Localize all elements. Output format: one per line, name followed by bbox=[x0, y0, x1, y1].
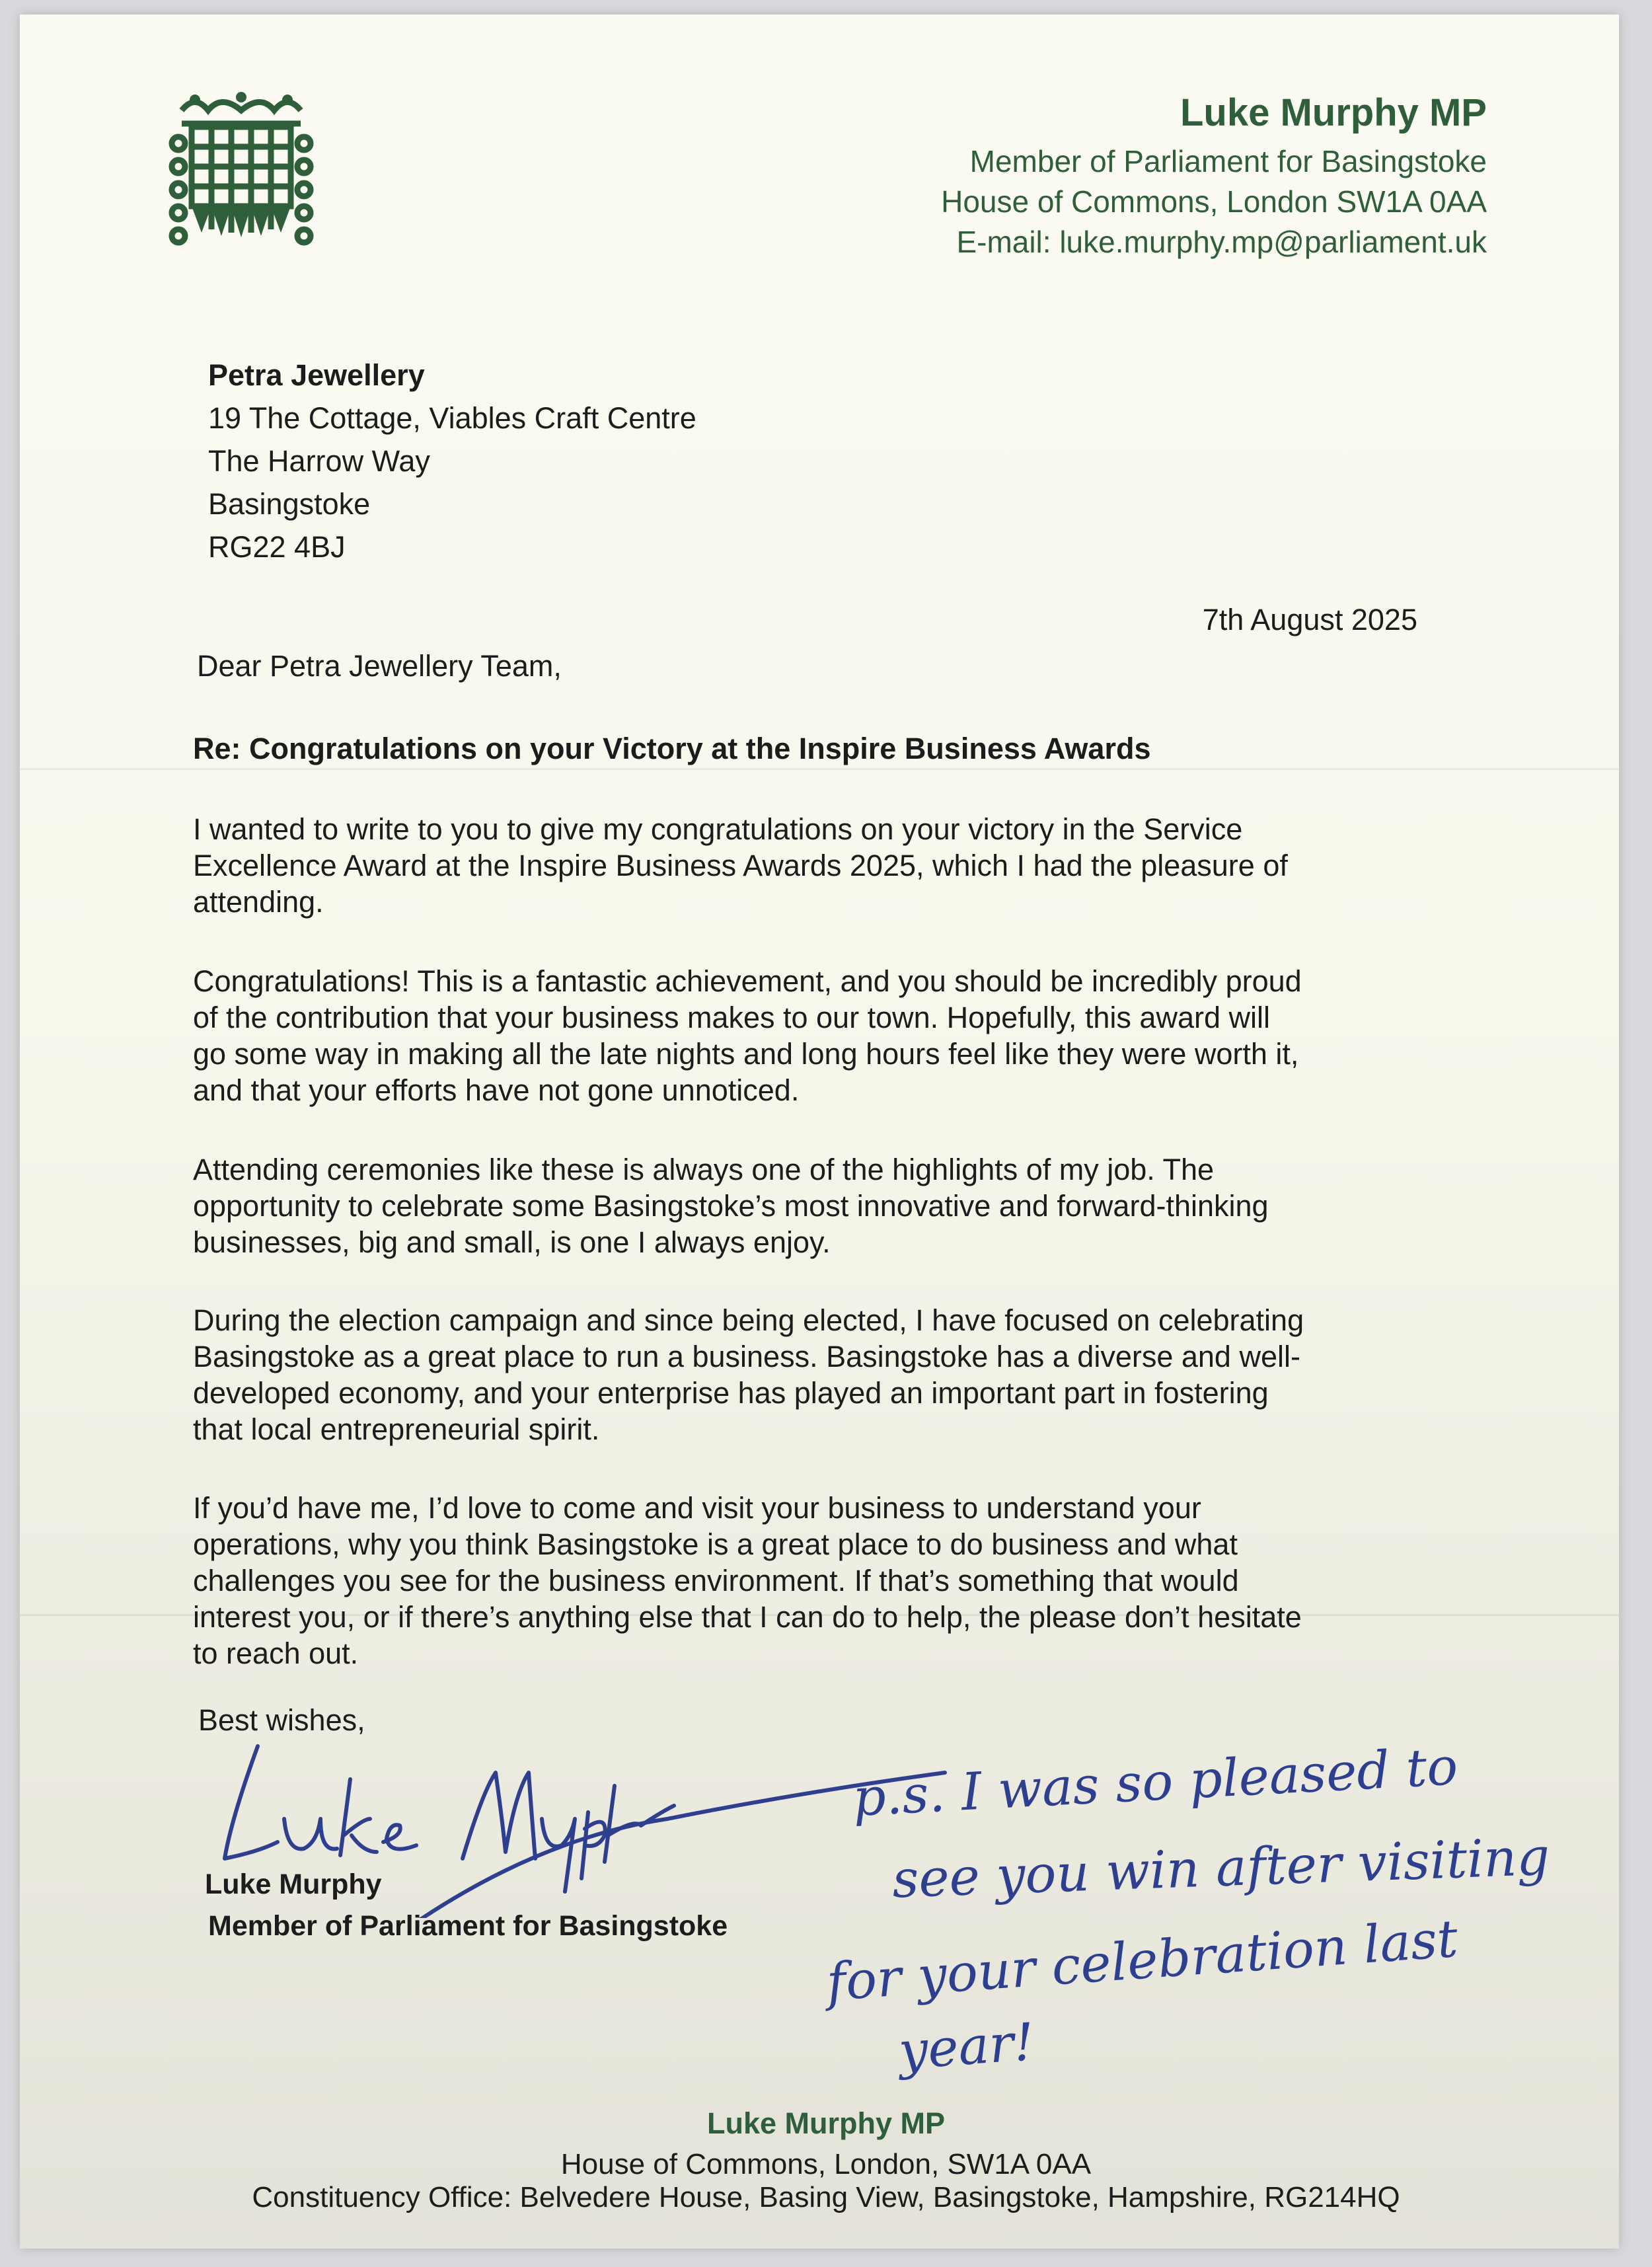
body-line: attending. bbox=[193, 885, 324, 919]
body-line: businesses, big and small, is one I always enjoy. bbox=[193, 1225, 831, 1259]
letterhead-role: Member of Parliament for Basingstoke bbox=[969, 144, 1487, 178]
body-line: Basingstoke as a great place to run a business. Basingstoke has a diverse and well- bbox=[193, 1340, 1300, 1373]
portcullis-icon bbox=[169, 91, 314, 262]
postscript-line: p.s. I was so pleased to bbox=[851, 1737, 1460, 1828]
body-line: If you’d have me, I’d love to come and visit your business to understand your bbox=[193, 1491, 1201, 1525]
body-line: go some way in making all the late nights and long hours feel like they were worth it, bbox=[193, 1037, 1299, 1071]
letterhead-address: House of Commons, London SW1A 0AA bbox=[941, 184, 1487, 219]
postscript-line: year! bbox=[897, 2012, 1037, 2082]
body-paragraph bbox=[193, 1490, 1475, 1671]
recipient-address-line: 19 The Cottage, Viables Craft Centre bbox=[208, 401, 696, 435]
body-line: operations, why you think Basingstoke is a great place to do business and what bbox=[193, 1527, 1238, 1561]
subject-line: Re: Congratulations on your Victory at the Inspire Business Awards bbox=[193, 732, 1151, 765]
postscript-line: see you win after visiting bbox=[891, 1827, 1551, 1910]
body-paragraph bbox=[193, 811, 1475, 920]
body-paragraph bbox=[193, 1151, 1475, 1260]
body-line: and that your efforts have not gone unnoticed. bbox=[193, 1073, 800, 1107]
salutation: Dear Petra Jewellery Team, bbox=[197, 649, 562, 683]
recipient-address-line: RG22 4BJ bbox=[208, 530, 346, 564]
letterhead-name: Luke Murphy MP bbox=[1180, 91, 1487, 134]
body-paragraph bbox=[193, 1302, 1475, 1447]
body-line: challenges you see for the business environment. If that’s something that would bbox=[193, 1564, 1239, 1597]
body-line: interest you, or if there’s anything else that I can do to help, the please don’t hesitate bbox=[193, 1600, 1302, 1634]
fold-line bbox=[20, 768, 1619, 770]
signatory-name: Luke Murphy bbox=[205, 1868, 382, 1900]
footer-constituency-office: Constituency Office: Belvedere House, Basing View, Basingstoke, Hampshire, RG214HQ bbox=[252, 2181, 1400, 2213]
recipient-address-line: Basingstoke bbox=[208, 487, 371, 521]
body-line: Excellence Award at the Inspire Business Awards 2025, which I had the pleasure of bbox=[193, 849, 1288, 882]
recipient-name: Petra Jewellery bbox=[208, 358, 425, 392]
signatory-title: Member of Parliament for Basingstoke bbox=[208, 1910, 728, 1942]
body-line: that local entrepreneurial spirit. bbox=[193, 1412, 600, 1446]
body-paragraph bbox=[193, 963, 1475, 1108]
body-line: I wanted to write to you to give my congratulations on your victory in the Service bbox=[193, 812, 1243, 846]
body-line: Congratulations! This is a fantastic achievement, and you should be incredibly proud bbox=[193, 964, 1302, 998]
closing: Best wishes, bbox=[198, 1703, 365, 1737]
footer-address: House of Commons, London, SW1A 0AA bbox=[560, 2148, 1092, 2180]
body-line: developed economy, and your enterprise has played an important part in fostering bbox=[193, 1376, 1269, 1410]
postscript-line: for your celebration last bbox=[825, 1909, 1460, 2013]
body-line: Attending ceremonies like these is always one of the highlights of my job. The bbox=[193, 1153, 1215, 1186]
footer-name: Luke Murphy MP bbox=[706, 2106, 946, 2140]
body-line: of the contribution that your business makes to our town. Hopefully, this award will bbox=[193, 1001, 1270, 1034]
body-line: to reach out. bbox=[193, 1636, 359, 1670]
body-line: opportunity to celebrate some Basingstoke’s most innovative and forward-thinking bbox=[193, 1189, 1269, 1223]
letter-page bbox=[20, 15, 1619, 2248]
letterhead-email: E-mail: luke.murphy.mp@parliament.uk bbox=[956, 225, 1487, 259]
body-line: During the election campaign and since being elected, I have focused on celebrating bbox=[193, 1303, 1304, 1337]
recipient-address-line: The Harrow Way bbox=[208, 444, 430, 478]
letter-date: 7th August 2025 bbox=[1202, 603, 1417, 636]
